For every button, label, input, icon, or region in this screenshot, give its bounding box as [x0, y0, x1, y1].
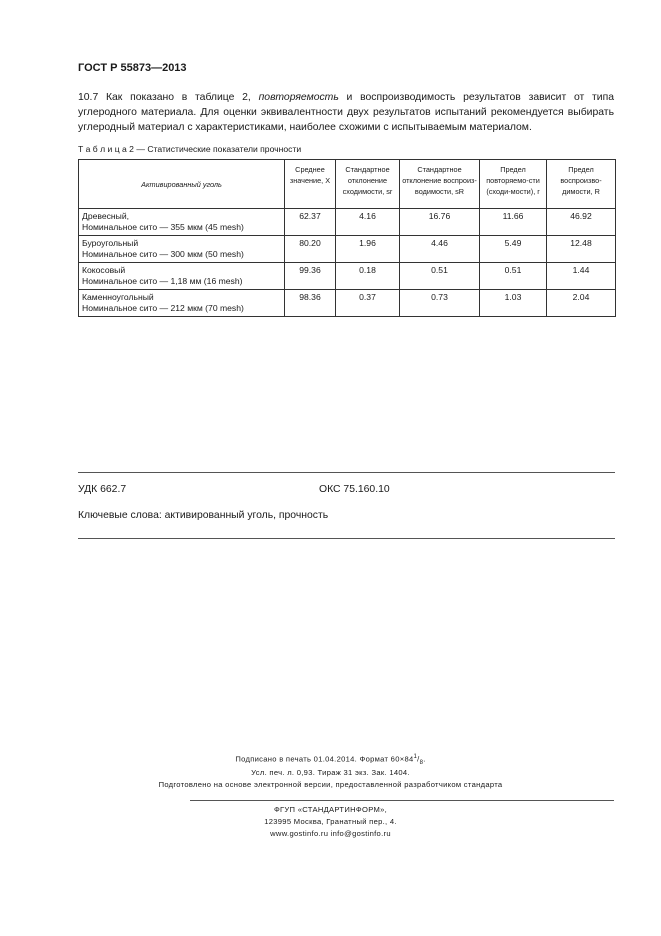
r-cell: 1.03: [480, 290, 547, 317]
table-caption-prefix: Т а б л и ц а 2: [78, 144, 134, 154]
column-header-sR: Стандартное отклонение воспроиз-водимости, sR: [400, 160, 480, 209]
sR-cell: 4.46: [400, 236, 480, 263]
paragraph-text-2: и воспроизводимость результатов зависит от типа углеродного материала. Для оценки эквивалентности двух результатов испытаний рекомендуется выбирать углеродный материал с характеристиками, наиболее схожими с испытываемым материалом.: [78, 92, 614, 133]
carbon-name: Буроугольный: [82, 238, 139, 248]
sr-cell: 4.16: [336, 209, 400, 236]
column-header-sr: Стандартное отклонение сходимости, sr: [336, 160, 400, 209]
R-cell: 2.04: [547, 290, 616, 317]
publisher-address: 123995 Москва, Гранатный пер., 4.: [264, 817, 397, 826]
mean-cell: 80.20: [285, 236, 336, 263]
sR-cell: 0.51: [400, 263, 480, 290]
table-row: [79, 236, 616, 263]
sr-cell: 1.96: [336, 236, 400, 263]
carbon-type-cell: [79, 263, 285, 290]
column-header-mean: Среднее значение, X: [285, 160, 336, 209]
classification-bottom-rule: [78, 538, 615, 539]
carbon-type-cell: [79, 209, 285, 236]
publisher-name: ФГУП «СТАНДАРТИНФОРМ»,: [273, 805, 388, 814]
mean-cell: 98.36: [285, 290, 336, 317]
table-caption: [78, 144, 301, 154]
carbon-name: Древесный,: [82, 211, 130, 221]
column-header-R: Предел воспроизво-димости, R: [547, 160, 616, 209]
publisher-rule: [190, 800, 614, 801]
imprint-signed-line: [0, 754, 661, 766]
imprint-format-sup: 1: [413, 754, 418, 760]
paragraph-text-1: 10.7 Как показано в таблице 2,: [78, 92, 259, 103]
statistics-table: [78, 159, 616, 317]
classification-top-rule: [78, 472, 615, 473]
publisher-contacts: www.gostinfo.ru info@gostinfo.ru: [270, 829, 391, 838]
table-row: [79, 209, 616, 236]
udk-code: УДК 662.7: [78, 484, 127, 495]
R-cell: 12.48: [547, 236, 616, 263]
sr-cell: 0.37: [336, 290, 400, 317]
carbon-type-cell: [79, 290, 285, 317]
sR-cell: 0.73: [400, 290, 480, 317]
keywords-line: Ключевые слова: активированный уголь, прочность: [78, 510, 329, 521]
sR-cell: 16.76: [400, 209, 480, 236]
r-cell: 0.51: [480, 263, 547, 290]
paragraph-emphasis: повторяемость: [258, 92, 339, 103]
carbon-type-cell: [79, 236, 285, 263]
column-header-carbon: Активированный уголь: [79, 160, 285, 209]
sieve-size: Номинальное сито — 1,18 мм (16 mesh): [82, 276, 243, 286]
imprint-format-sub: 8: [419, 760, 424, 767]
imprint-print-run: Усл. печ. л. 0,93. Тираж 31 экз. Зак. 1404.: [251, 768, 410, 777]
imprint-prepared-note: Подготовлено на основе электронной версии, предоставленной разработчиком стандарта: [158, 780, 503, 789]
oks-code: ОКС 75.160.10: [319, 484, 390, 495]
carbon-name: Кокосовый: [82, 265, 126, 275]
body-paragraph: [78, 90, 614, 135]
R-cell: 46.92: [547, 209, 616, 236]
r-cell: 11.66: [480, 209, 547, 236]
sieve-size: Номинальное сито — 212 мкм (70 mesh): [82, 303, 244, 313]
table-header-row: [79, 160, 616, 209]
sieve-size: Номинальное сито — 300 мкм (50 mesh): [82, 249, 244, 259]
imprint-format-slash: /: [417, 754, 420, 764]
sr-cell: 0.18: [336, 263, 400, 290]
mean-cell: 62.37: [285, 209, 336, 236]
document-header: ГОСТ Р 55873—2013: [78, 62, 187, 74]
imprint-format-end: .: [423, 754, 426, 764]
r-cell: 5.49: [480, 236, 547, 263]
table-row: [79, 290, 616, 317]
imprint-signed-text: Подписано в печать 01.04.2014. Формат 60×84: [235, 754, 414, 764]
table-row: [79, 263, 616, 290]
mean-cell: 99.36: [285, 263, 336, 290]
table-caption-text: — Статистические показатели прочности: [133, 144, 302, 154]
R-cell: 1.44: [547, 263, 616, 290]
sieve-size: Номинальное сито — 355 мкм (45 mesh): [82, 222, 244, 232]
column-header-r: Предел повторяемо-сти (сходи-мости), r: [480, 160, 547, 209]
carbon-name: Каменноугольный: [82, 292, 154, 302]
